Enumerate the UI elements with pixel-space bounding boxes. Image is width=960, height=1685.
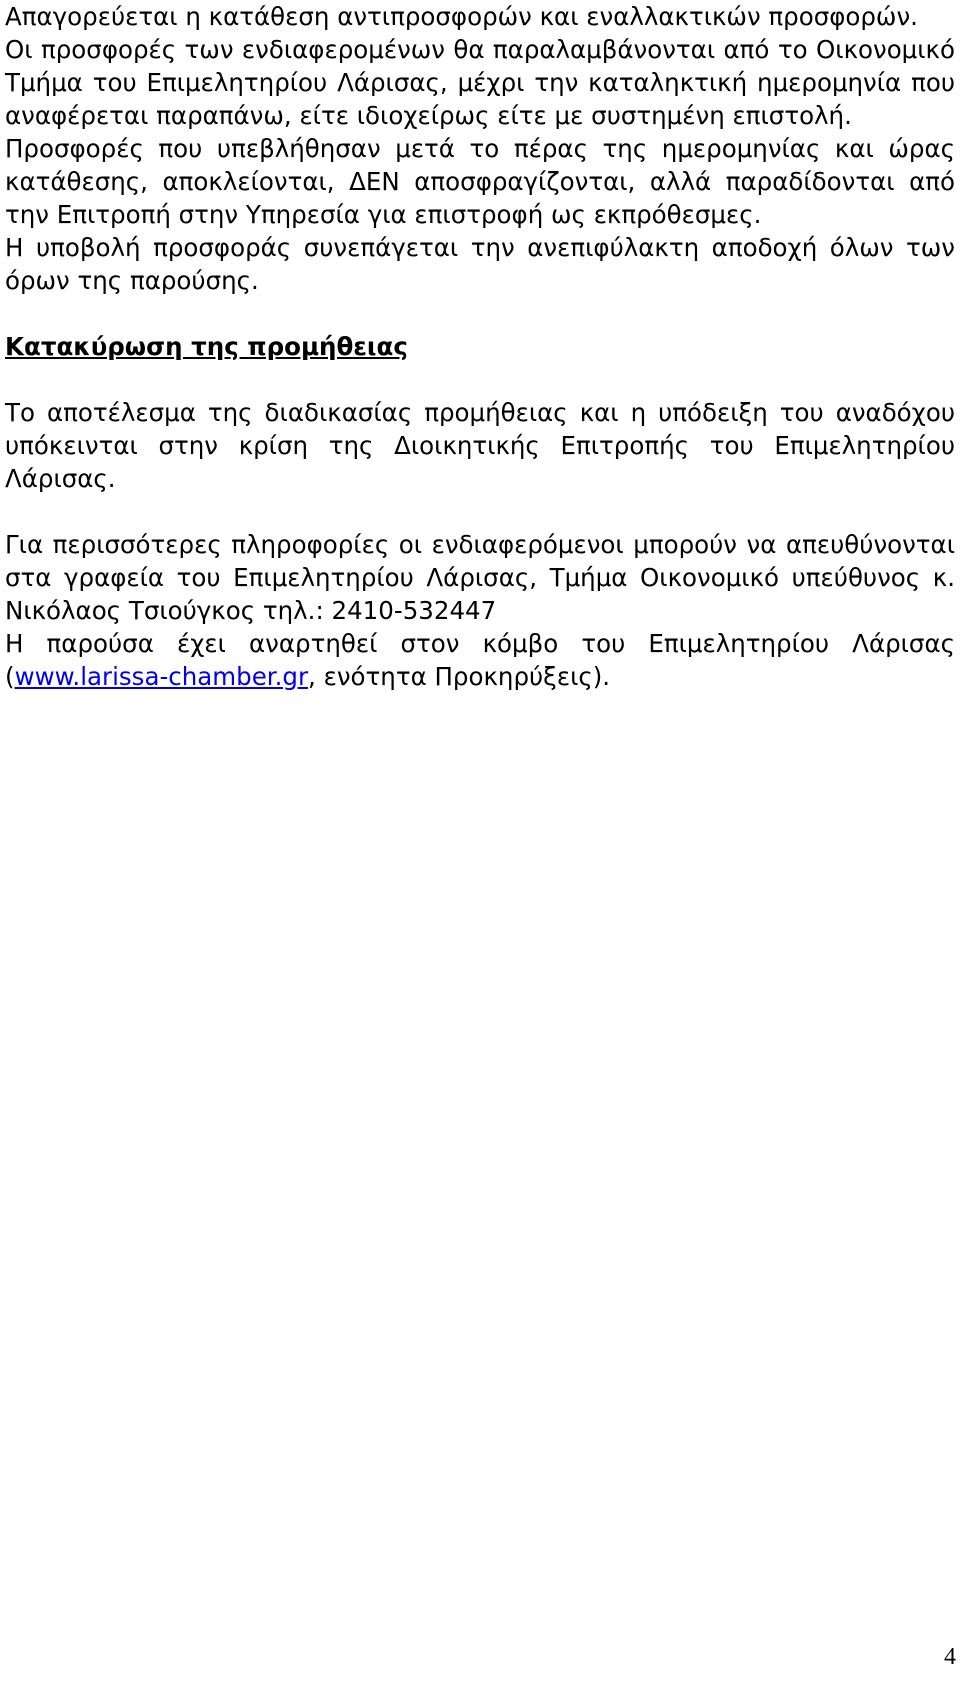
spacer: [5, 363, 955, 396]
spacer: [5, 495, 955, 528]
spacer: [5, 297, 955, 330]
paragraph-contact: Για περισσότερες πληροφορίες οι ενδιαφερόμενοι μπορούν να απευθύνονται στα γραφεία του Επιμελητηρίου Λάρισας, Τμήμα Οικονομικό υπεύθυνος κ. Νικόλαος Τσιούγκος τηλ.: 2410-532447: [5, 530, 955, 625]
paragraph-late-offers: Προσφορές που υπεβλήθησαν μετά το πέρας της ημερομηνίας και ώρας κατάθεσης, αποκλείονται, ΔΕΝ αποσφραγίζονται, αλλά παραδίδονται από την Επιτροπή στην Υπηρεσία για επιστροφή ως εκπρόθεσμες.: [5, 134, 955, 229]
section-heading: Κατακύρωση της προμήθειας: [5, 332, 408, 361]
paragraph-acceptance: Η υποβολή προσφοράς συνεπάγεται την ανεπιφύλακτη αποδοχή όλων των όρων της παρούσης.: [5, 233, 955, 295]
paragraph-submission: Οι προσφορές των ενδιαφερομένων θα παραλαμβάνονται από το Οικονομικό Τμήμα του Επιμελητηρίου Λάρισας, μέχρι την καταληκτική ημερομηνία που αναφέρεται παραπάνω, είτε ιδιοχείρως είτε με συστημένη επιστολή.: [5, 35, 955, 130]
paragraph-publication: [5, 627, 955, 693]
publication-text-before: Η παρούσα έχει αναρτηθεί στον κόμβο του Επιμελητηρίου Λάρισας (: [5, 629, 955, 691]
website-link[interactable]: www.larissa-chamber.gr: [14, 662, 309, 691]
paragraph-counter-offers: Απαγορεύεται η κατάθεση αντιπροσφορών και εναλλακτικών προσφορών.: [5, 2, 918, 31]
document-body: [5, 0, 955, 693]
paragraph-award: Το αποτέλεσμα της διαδικασίας προμήθειας και η υπόδειξη του αναδόχου υπόκεινται στην κρίση της Διοικητικής Επιτροπής του Επιμελητηρίου Λάρισας.: [5, 398, 955, 493]
publication-text-after: , ενότητα Προκηρύξεις).: [308, 662, 611, 691]
page-number: 4: [944, 1644, 956, 1670]
